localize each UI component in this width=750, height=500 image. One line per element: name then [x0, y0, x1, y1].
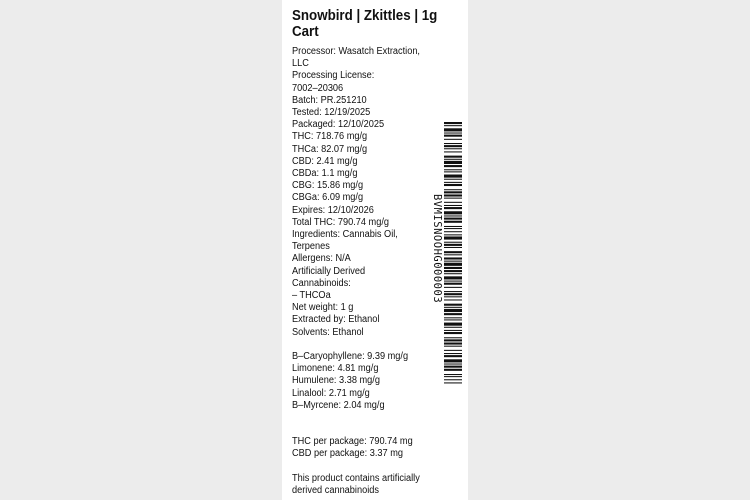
- detail-line: LLC: [292, 58, 309, 70]
- detail-line: Artificially Derived: [292, 265, 366, 277]
- barcode-bar: [444, 122, 462, 124]
- barcode-bar: [444, 128, 462, 131]
- barcode-bar: [444, 226, 462, 227]
- barcode-bar: [444, 261, 462, 262]
- barcode-bar: [444, 309, 462, 312]
- detail-line: CBD: 2.41 mg/g: [292, 155, 358, 167]
- barcode-bar: [444, 221, 462, 223]
- barcode-bar: [444, 182, 462, 183]
- terpene-line: B–Myrcene: 2.04 mg/g: [292, 399, 385, 411]
- detail-line: Cannabinoids:: [292, 277, 351, 289]
- barcode-bar: [444, 273, 462, 274]
- notice-line: This product contains artificially: [292, 472, 420, 484]
- barcode-bar: [444, 382, 462, 383]
- barcode-bar: [444, 151, 462, 152]
- detail-line: Batch: PR.251210: [292, 94, 367, 106]
- spacer: [292, 460, 430, 472]
- detail-line: Net weight: 1 g: [292, 302, 354, 314]
- barcode-bar: [444, 319, 462, 320]
- barcode-bar: [444, 332, 462, 334]
- barcode-bar: [444, 293, 462, 295]
- detail-line: THCa: 82.07 mg/g: [292, 143, 368, 155]
- detail-line: – THCOa: [292, 290, 331, 302]
- product-title: [292, 8, 447, 40]
- detail-line: Allergens: N/A: [292, 253, 351, 265]
- barcode-bar: [444, 143, 462, 144]
- barcode-bar: [444, 202, 462, 203]
- detail-line: Expires: 12/10/2026: [292, 204, 374, 216]
- barcode-bar: [444, 323, 462, 326]
- detail-line: Terpenes: [292, 241, 330, 253]
- barcode-bar: [444, 159, 462, 160]
- barcode-bar: [444, 125, 462, 126]
- product-title-line-1: Snowbird | Zkittles | 1g: [292, 8, 438, 24]
- notice-line: derived cannabinoids: [292, 484, 379, 496]
- terpene-line: Humulene: 3.38 mg/g: [292, 375, 380, 387]
- barcode-bar: [444, 236, 462, 239]
- detail-line: Total THC: 790.74 mg/g: [292, 216, 390, 228]
- barcode-bar: [444, 247, 462, 248]
- barcode-bar: [444, 161, 462, 164]
- detail-line: Tested: 12/19/2025: [292, 107, 371, 119]
- barcode-bar: [444, 179, 462, 180]
- barcode-bar: [444, 207, 462, 209]
- barcode-bar: [444, 145, 462, 147]
- barcode-bar: [444, 374, 462, 375]
- detail-line: CBDa: 1.1 mg/g: [292, 168, 358, 180]
- barcode-bar: [444, 339, 462, 341]
- barcode-bar: [444, 267, 462, 269]
- barcode-bar: [444, 366, 462, 368]
- barcode-bar: [444, 270, 462, 272]
- label-text-block: [292, 46, 430, 497]
- barcode-bar: [444, 287, 462, 288]
- barcode-bar: [444, 257, 462, 259]
- detail-line: CBGa: 6.09 mg/g: [292, 192, 364, 204]
- barcode-bar: [444, 364, 462, 365]
- barcode-bar: [444, 369, 462, 371]
- barcode-bar: [444, 218, 462, 220]
- barcode-bar: [444, 291, 462, 292]
- barcode-bar: [444, 148, 462, 149]
- barcode-graphic: [444, 122, 462, 384]
- barcode-bar: [444, 184, 462, 186]
- barcode-bar: [444, 175, 462, 178]
- barcode-bar: [444, 171, 462, 172]
- barcode-bar: [444, 299, 462, 300]
- barcode-bar: [444, 296, 462, 297]
- barcode-bar: [444, 211, 462, 214]
- barcode-bar: [444, 139, 462, 140]
- barcode-bar: [444, 353, 462, 354]
- terpene-line: Limonene: 4.81 mg/g: [292, 363, 379, 375]
- package-line: THC per package: 790.74 mg: [292, 436, 413, 448]
- product-title-line-2: Cart: [292, 24, 319, 40]
- barcode-bar: [444, 263, 462, 266]
- barcode-bar: [444, 346, 462, 347]
- barcode-number: BVMISNOOHG000003: [431, 194, 443, 304]
- barcode-bar: [444, 133, 462, 134]
- detail-line: Packaged: 12/10/2025: [292, 119, 385, 131]
- detail-line: THC: 718.76 mg/g: [292, 131, 368, 143]
- barcode-bar: [444, 215, 462, 216]
- barcode-bar: [444, 330, 462, 331]
- barcode: [444, 122, 462, 384]
- terpene-line: Linalool: 2.71 mg/g: [292, 387, 370, 399]
- barcode-bar: [444, 276, 462, 279]
- barcode-bar: [444, 304, 462, 306]
- barcode-bar: [444, 234, 462, 235]
- barcode-bar: [444, 189, 462, 190]
- barcode-bar: [444, 327, 462, 328]
- barcode-bar: [444, 343, 462, 345]
- barcode-bar: [444, 205, 462, 206]
- barcode-bar: [444, 198, 462, 199]
- barcode-bar: [444, 350, 462, 351]
- barcode-bar: [444, 313, 462, 315]
- spacer: [292, 339, 430, 351]
- barcode-bar: [444, 156, 462, 158]
- barcode-bar: [444, 281, 462, 282]
- barcode-bar: [444, 254, 462, 255]
- barcode-bar: [444, 355, 462, 357]
- spacer: [292, 412, 430, 436]
- barcode-bar: [444, 376, 462, 377]
- barcode-bar: [444, 379, 462, 380]
- barcode-bar: [444, 194, 462, 196]
- detail-line: 7002–20306: [292, 82, 344, 94]
- barcode-bar: [444, 359, 462, 362]
- barcode-bar: [444, 244, 462, 246]
- barcode-bar: [444, 242, 462, 243]
- barcode-bar: [444, 165, 462, 167]
- terpene-line: B–Caryophyllene: 9.39 mg/g: [292, 351, 409, 363]
- barcode-bar: [444, 337, 462, 338]
- barcode-bar: [444, 191, 462, 193]
- detail-line: Processing License:: [292, 70, 375, 82]
- barcode-bar: [444, 251, 462, 253]
- detail-line: Extracted by: Ethanol: [292, 314, 380, 326]
- detail-line: Solvents: Ethanol: [292, 326, 364, 338]
- barcode-bar: [444, 169, 462, 170]
- package-line: CBD per package: 3.37 mg: [292, 448, 403, 460]
- barcode-bar: [444, 307, 462, 308]
- barcode-bar: [444, 317, 462, 318]
- detail-line: Processor: Wasatch Extraction,: [292, 46, 420, 57]
- detail-line: Ingredients: Cannabis Oil,: [292, 229, 398, 241]
- barcode-bar: [444, 228, 462, 229]
- barcode-bar: [444, 135, 462, 137]
- barcode-bar: [444, 283, 462, 285]
- detail-line: CBG: 15.86 mg/g: [292, 180, 364, 192]
- barcode-bar: [444, 231, 462, 232]
